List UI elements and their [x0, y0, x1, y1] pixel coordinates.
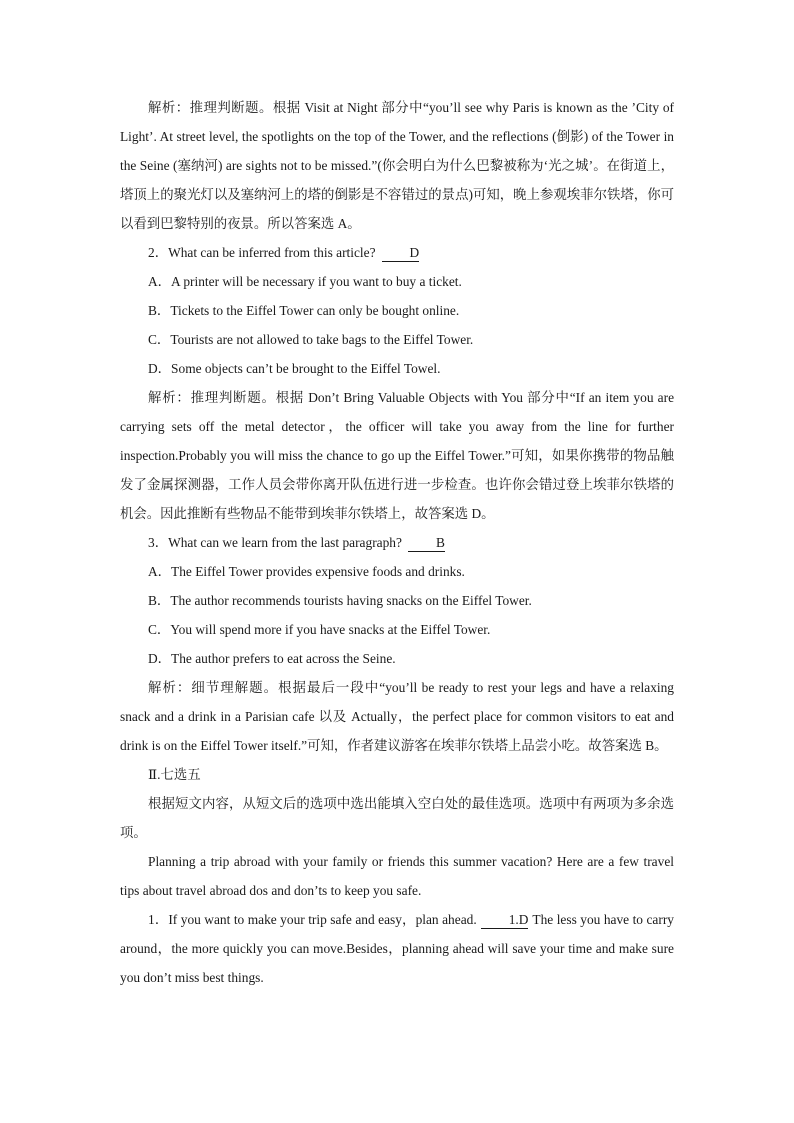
option-a: A．The Eiffel Tower provides expensive foods and drinks. [148, 564, 465, 579]
question-3 [120, 528, 674, 557]
option-a: A．A printer will be necessary if you want to buy a ticket. [148, 274, 462, 289]
option-c: C．Tourists are not allowed to take bags to the Eiffel Tower. [148, 332, 474, 347]
question-stem: 2．What can be inferred from this article? [148, 245, 376, 260]
option-b: B．The author recommends tourists having snacks on the Eiffel Tower. [148, 593, 532, 608]
explanation-q3 [120, 673, 674, 760]
fill-blank: 1.D [481, 912, 529, 929]
explanation-q2 [120, 383, 674, 528]
option-d: D．The author prefers to eat across the Seine. [148, 651, 396, 666]
answer-blank: D [382, 245, 420, 262]
explanation-label: 解析： [148, 100, 190, 115]
item-text-before: 1．If you want to make your trip safe and easy，plan ahead. [148, 912, 477, 927]
question-2 [120, 238, 674, 267]
option-d: D．Some objects can’t be brought to the Eiffel Towel. [148, 361, 441, 376]
explanation-label: 解析： [148, 390, 191, 405]
question-stem: 3．What can we learn from the last paragraph? [148, 535, 402, 550]
passage-item-1 [120, 905, 674, 992]
explanation-text: 推理判断题。根据 Visit at Night 部分中“you’ll see why Paris is known as the ’City of Light’. At street level, the spotlights on the top of the Tower, and the reflections (倒影) of the Tower in the Seine (塞纳河) are sights not to be missed.”(你会明白为什么巴黎被称为‘光之城’。在街道上，塔顶上的聚光灯以及塞纳河上的塔的倒影是不容错过的景点)可知，晚上参观埃菲尔铁塔，你可以看到巴黎特别的夜景。所以答案选 A。 [120, 100, 675, 231]
section-instruction: 根据短文内容，从短文后的选项中选出能填入空白处的最佳选项。选项中有两项为多余选项。 [120, 796, 674, 840]
explanation-text: 细节理解题。根据最后一段中“you’ll be ready to rest your legs and have a relaxing snack and a drink in a Parisian cafe 以及 Actually，the perfect place for common visitors to eat and drink is on the Eiffel Tower itself.”可知，作者建议游客在埃菲尔铁塔上品尝小吃。故答案选 B。 [120, 680, 675, 753]
item-text-after: The less you have to carry around，the more quickly you can move.Besides，planning ahead will save your time and make sure you don’t miss best things. [120, 912, 674, 985]
answer-blank: B [408, 535, 445, 552]
explanation-q1 [120, 93, 674, 238]
explanation-label: 解析： [148, 680, 192, 695]
explanation-text: 推理判断题。根据 Don’t Bring Valuable Objects with You 部分中“If an item you are carrying sets off the metal detector，the officer will take you away from the line for further inspection.Probably you will miss the chance to go up the Eiffel Tower.”可知，如果你携带的物品触发了金属探测器，工作人员会带你离开队伍进行进一步检查。也许你会错过登上埃菲尔铁塔的机会。因此推断有些物品不能带到埃菲尔铁塔上，故答案选 D。 [120, 390, 675, 521]
option-b: B．Tickets to the Eiffel Tower can only be bought online. [148, 303, 460, 318]
option-c: C．You will spend more if you have snacks at the Eiffel Tower. [148, 622, 491, 637]
section-heading: Ⅱ.七选五 [148, 767, 201, 782]
passage-intro: Planning a trip abroad with your family or friends this summer vacation? Here are a few travel tips about travel abroad dos and don’ts to keep you safe. [120, 854, 674, 898]
